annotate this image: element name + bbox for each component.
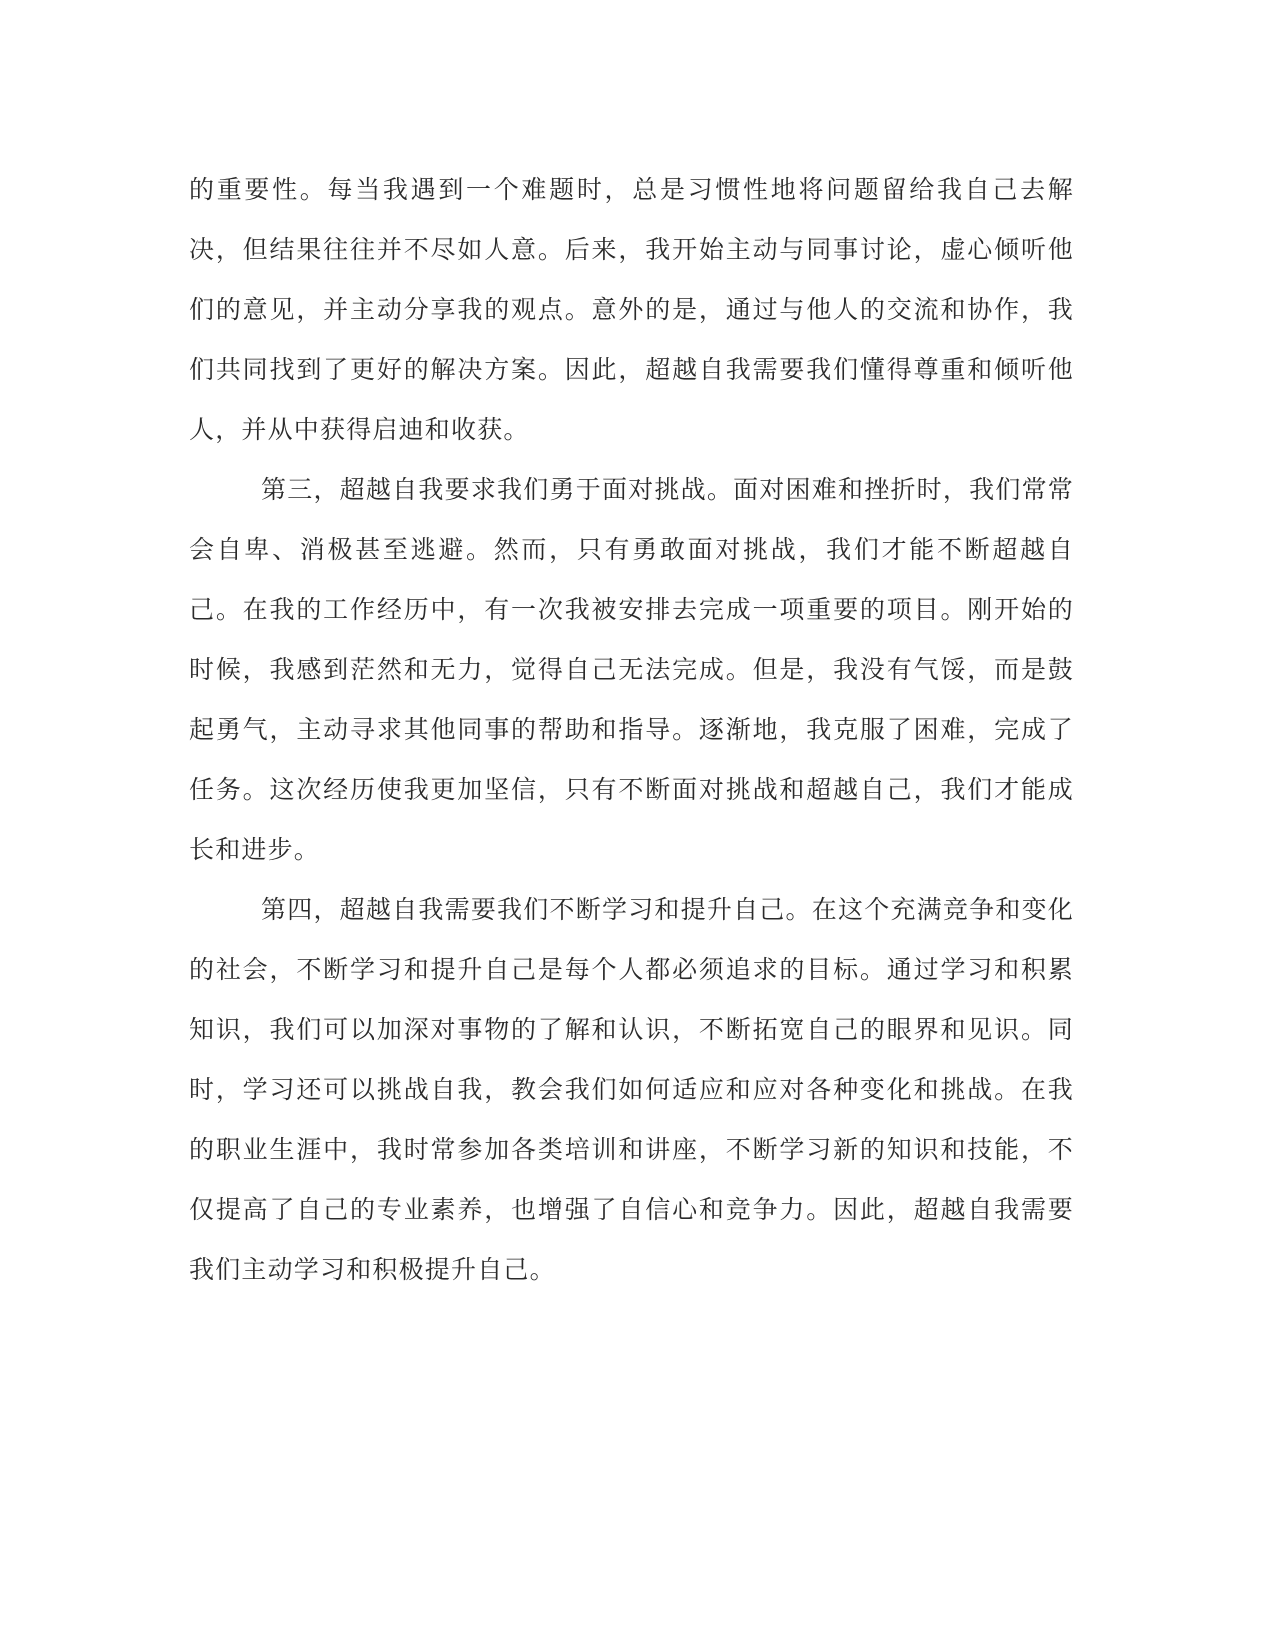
paragraph-third-point: 第三，超越自我要求我们勇于面对挑战。面对困难和挫折时，我们常常会自卑、消极甚至逃避。然而，只有勇敢面对挑战，我们才能不断超越自己。在我的工作经历中，有一次我被安排去完成一项重要的项目。刚开始的时候，我感到茫然和无力，觉得自己无法完成。但是，我没有气馁，而是鼓起勇气，主动寻求其他同事的帮助和指导。逐渐地，我克服了困难，完成了任务。这次经历使我更加坚信，只有不断面对挑战和超越自己，我们才能成长和进步。 [189,475,1074,864]
paragraph-fourth-point: 第四，超越自我需要我们不断学习和提升自己。在这个充满竞争和变化的社会，不断学习和提升自己是每个人都必须追求的目标。通过学习和积累知识，我们可以加深对事物的了解和认识，不断拓宽自己的眼界和见识。同时，学习还可以挑战自我，教会我们如何适应和应对各种变化和挑战。在我的职业生涯中，我时常参加各类培训和讲座，不断学习新的知识和技能，不仅提高了自己的专业素养，也增强了自信心和竞争力。因此，超越自我需要我们主动学习和积极提升自己。 [189,895,1074,1284]
paragraph-continuation: 的重要性。每当我遇到一个难题时，总是习惯性地将问题留给我自己去解决，但结果往往并不尽如人意。后来，我开始主动与同事讨论，虚心倾听他们的意见，并主动分享我的观点。意外的是，通过与他人的交流和协作，我们共同找到了更好的解决方案。因此，超越自我需要我们懂得尊重和倾听他人，并从中获得启迪和收获。 [189,175,1074,444]
document-body [189,160,1074,1300]
